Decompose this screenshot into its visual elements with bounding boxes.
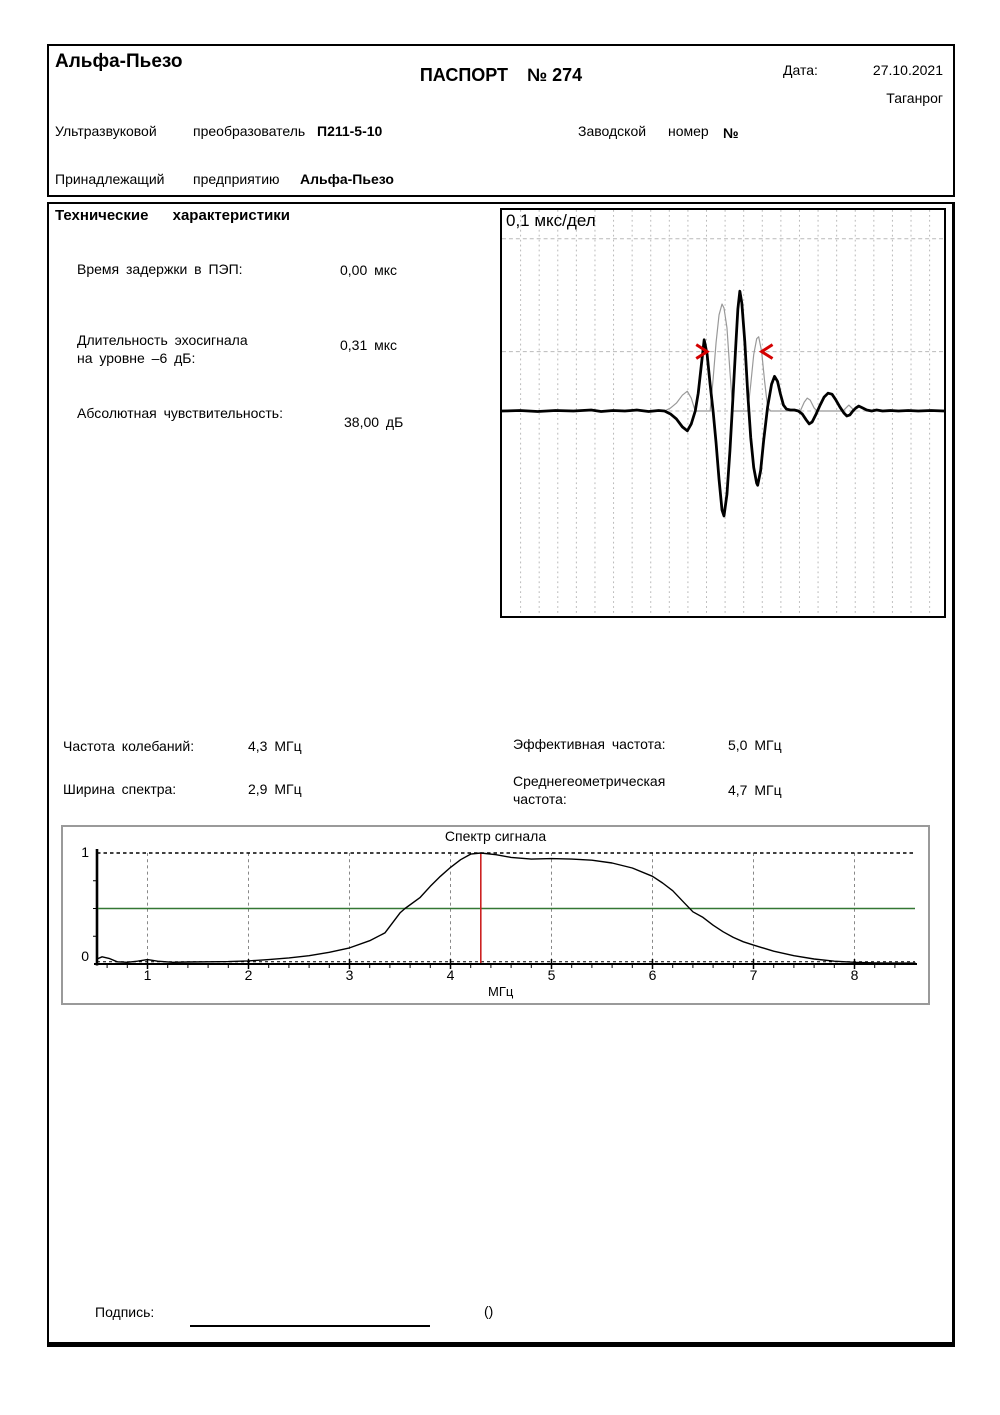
spectrum-chart	[61, 825, 930, 1005]
waveform-scale-label: 0,1 мкс/дел	[506, 211, 596, 230]
doc-title-word: ПАСПОРТ	[419, 65, 509, 85]
spec-value-duration: 0,31 мкс	[340, 337, 398, 353]
device-type-word1: Ультразвуковой	[55, 123, 157, 139]
serial-word1: Заводской	[578, 123, 647, 139]
spectrum-xtick-label: 8	[850, 967, 859, 983]
spectrum-xtick-label: 1	[143, 967, 152, 983]
spectrum-xtick-label: 3	[345, 967, 354, 983]
owner-company: Альфа-Пьезо	[300, 171, 394, 187]
freq-label-geometric	[513, 772, 665, 808]
freq-label-geometric-line1: Среднегеометрическая	[513, 773, 666, 789]
owner-word1: Принадлежащий	[55, 171, 165, 187]
signature-line	[190, 1325, 430, 1327]
freq-value-bandwidth: 2,9 МГц	[248, 781, 302, 797]
section-title-word1: Технические	[55, 207, 149, 224]
freq-value-oscillation: 4,3 МГц	[248, 738, 302, 754]
spec-label-duration-line1: Длительность эхосигнала	[77, 332, 248, 348]
device-model: П211-5-10	[317, 123, 383, 139]
owner-word2: предприятию	[193, 171, 280, 187]
spectrum-plot	[63, 827, 928, 1003]
city-label: Таганрог	[886, 90, 943, 106]
freq-label-geometric-line2: частота:	[513, 791, 567, 807]
header-box	[47, 44, 955, 197]
spectrum-title: Спектр сигнала	[444, 828, 547, 844]
main-box	[47, 202, 955, 1347]
waveform-plot	[502, 210, 944, 616]
serial-word2: номер	[668, 123, 709, 139]
spectrum-xtick-label: 4	[446, 967, 455, 983]
spectrum-xtick-label: 2	[244, 967, 253, 983]
serial-number-sign: №	[723, 125, 739, 141]
spectrum-xlabel: МГц	[488, 984, 514, 999]
spectrum-ytick-1: 1	[81, 844, 89, 860]
spec-label-duration	[77, 331, 248, 367]
company-name: Альфа-Пьезо	[55, 51, 183, 72]
spectrum-ytick-0: 0	[81, 948, 89, 964]
doc-number: № 274	[527, 65, 583, 85]
signature-label: Подпись:	[95, 1304, 155, 1320]
spectrum-xtick-label: 7	[749, 967, 758, 983]
date-value: 27.10.2021	[872, 62, 943, 78]
freq-label-bandwidth: Ширина спектра:	[63, 781, 177, 797]
section-title	[55, 207, 290, 224]
section-title-word2: характеристики	[172, 207, 291, 224]
waveform-chart	[500, 208, 946, 618]
signature-suffix: ()	[484, 1303, 494, 1319]
spectrum-xtick-label: 6	[648, 967, 657, 983]
freq-label-oscillation: Частота колебаний:	[63, 738, 195, 754]
spec-label-duration-line2: на уровне –6 дБ:	[77, 350, 196, 366]
spec-value-sensitivity: 38,00 дБ	[344, 414, 404, 430]
freq-label-effective: Эффективная частота:	[513, 736, 666, 752]
freq-value-geometric: 4,7 МГц	[728, 782, 782, 798]
spec-label-delay: Время задержки в ПЭП:	[77, 261, 243, 277]
device-type-word2: преобразователь	[193, 123, 306, 139]
spectrum-xtick-label: 5	[547, 967, 556, 983]
spec-label-sensitivity: Абсолютная чувствительность:	[77, 405, 283, 421]
spec-value-delay: 0,00 мкс	[340, 262, 398, 278]
date-label: Дата:	[783, 62, 818, 78]
freq-value-effective: 5,0 МГц	[728, 737, 782, 753]
